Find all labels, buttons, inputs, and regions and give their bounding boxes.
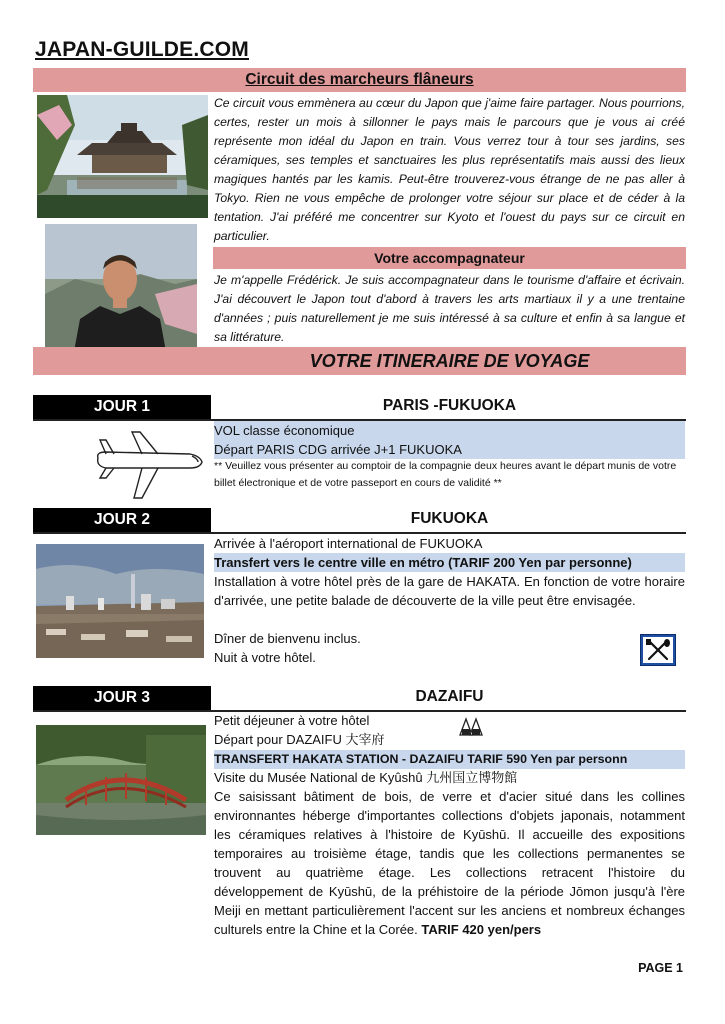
guide-paragraph: Je m'appelle Frédérick. Je suis accompagnateur dans le tourisme d'affaire et écrivain. J'ai découvert le Japon tout d'abord à travers les arts martiaux il y a une trentaine d'années ; puis naturellement je me suis intéressé à sa culture et enfin à sa langue et sa littérature.: [214, 273, 685, 344]
day-2-label: JOUR 2: [33, 508, 211, 532]
day-3-museum-visit: Visite du Musée National de Kyûshû 九州国立博物館: [214, 770, 518, 785]
day-3-transfer: TRANSFERT HAKATA STATION - DAZAIFU TARIF 590 Yen par personn: [214, 750, 685, 769]
day-1-departure: Départ PARIS CDG arrivée J+1 FUKUOKA: [214, 440, 685, 459]
day-2-dinner: Dîner de bienvenu inclus.: [214, 631, 361, 646]
circuit-title: Circuit des marcheurs flâneurs: [245, 71, 474, 88]
day-1-note: ** Veuillez vous présenter au comptoir de la compagnie deux heures avant le départ munis de votre billet électronique et de votre passeport en cours de validité **: [214, 460, 677, 489]
day-3-breakfast: Petit déjeuner à votre hôtel: [214, 713, 370, 728]
day-2-transfer: Transfert vers le centre ville en métro (TARIF 200 Yen par personne): [214, 553, 685, 572]
guide-title: Votre accompagnateur: [374, 250, 525, 266]
temple-photo: [37, 95, 208, 218]
day-3-departure: Départ pour DAZAIFU 大宰府: [214, 732, 385, 747]
day-2-destination: FUKUOKA: [410, 510, 489, 527]
circuit-banner: [33, 68, 686, 92]
fukuoka-photo: [36, 544, 204, 658]
page-number: PAGE 1: [638, 961, 683, 975]
day-1-destination: PARIS -FUKUOKA: [382, 397, 517, 414]
airplane-icon: [92, 428, 204, 502]
itinerary-banner: [33, 347, 686, 375]
itinerary-title: VOTRE ITINERAIRE DE VOYAGE: [309, 351, 590, 371]
day-3-museum-description: [214, 787, 685, 939]
day-2-body: Installation à votre hôtel près de la gare de HAKATA. En fonction de votre horaire d'arrivée, une petite balade de découverte de la ville peut être envisagée.: [214, 574, 685, 608]
day-3-destination: DAZAIFU: [415, 688, 484, 705]
day-2-night: Nuit à votre hôtel.: [214, 650, 316, 665]
day-3-body: Ce saisissant bâtiment de bois, de verre et d'acier situé dans les collines environnantes héberge d'importantes collections d'objets japonais, notamment les céramiques relatives à l'histoire de Kyūshū. Il accueille des expositions temporaires au troisième étage, tandis que les collections permanentes se trouvent au quatrième étage. Les collections retracent l'histoire du développement de Kyūshū, de la préhistoire de la période Jōmon jusqu'à l'ère Meiji en mettant particulièrement l'accent sur les anciens et nombreux échanges culturels entre la Chine et la Corée.: [214, 789, 685, 937]
site-title: JAPAN-GUILDE.COM: [35, 38, 249, 61]
day-3-label: JOUR 3: [33, 686, 211, 710]
day-3-tarif: TARIF 420 yen/pers: [421, 922, 542, 937]
intro-paragraph: Ce circuit vous emmènera au cœur du Japon que j'aime faire partager. Nous pourrions, certes, rester un mois à sillonner le pays mais le parcours que je vous ai créé représente mon idéal du Japon en train. Vous verrez tour à tour ses jardins, ses céramiques, ses temples et sanctuaires les plus représentatifs mais aussi des lieux magiques hantés par les kamis. Peut-être trouverez-vous étrange de ne pas aller à Tokyo. Rien ne vous empêche de prolonger votre séjour sur place et de céder à la tentation. J'ai préféré me concentrer sur Kyoto et l'ouest du pays sur ce circuit en particulier.: [214, 96, 685, 243]
guide-banner: [213, 247, 686, 269]
rice-ball-icon: [456, 716, 486, 738]
dazaifu-bridge-photo: [36, 725, 206, 835]
day-1-flight-class: VOL classe économique: [214, 421, 685, 440]
day-2-arrival: Arrivée à l'aéroport international de FUKUOKA: [214, 536, 483, 551]
guide-photo: [45, 224, 197, 357]
restaurant-icon: [640, 634, 676, 666]
day-1-label: JOUR 1: [33, 395, 211, 419]
